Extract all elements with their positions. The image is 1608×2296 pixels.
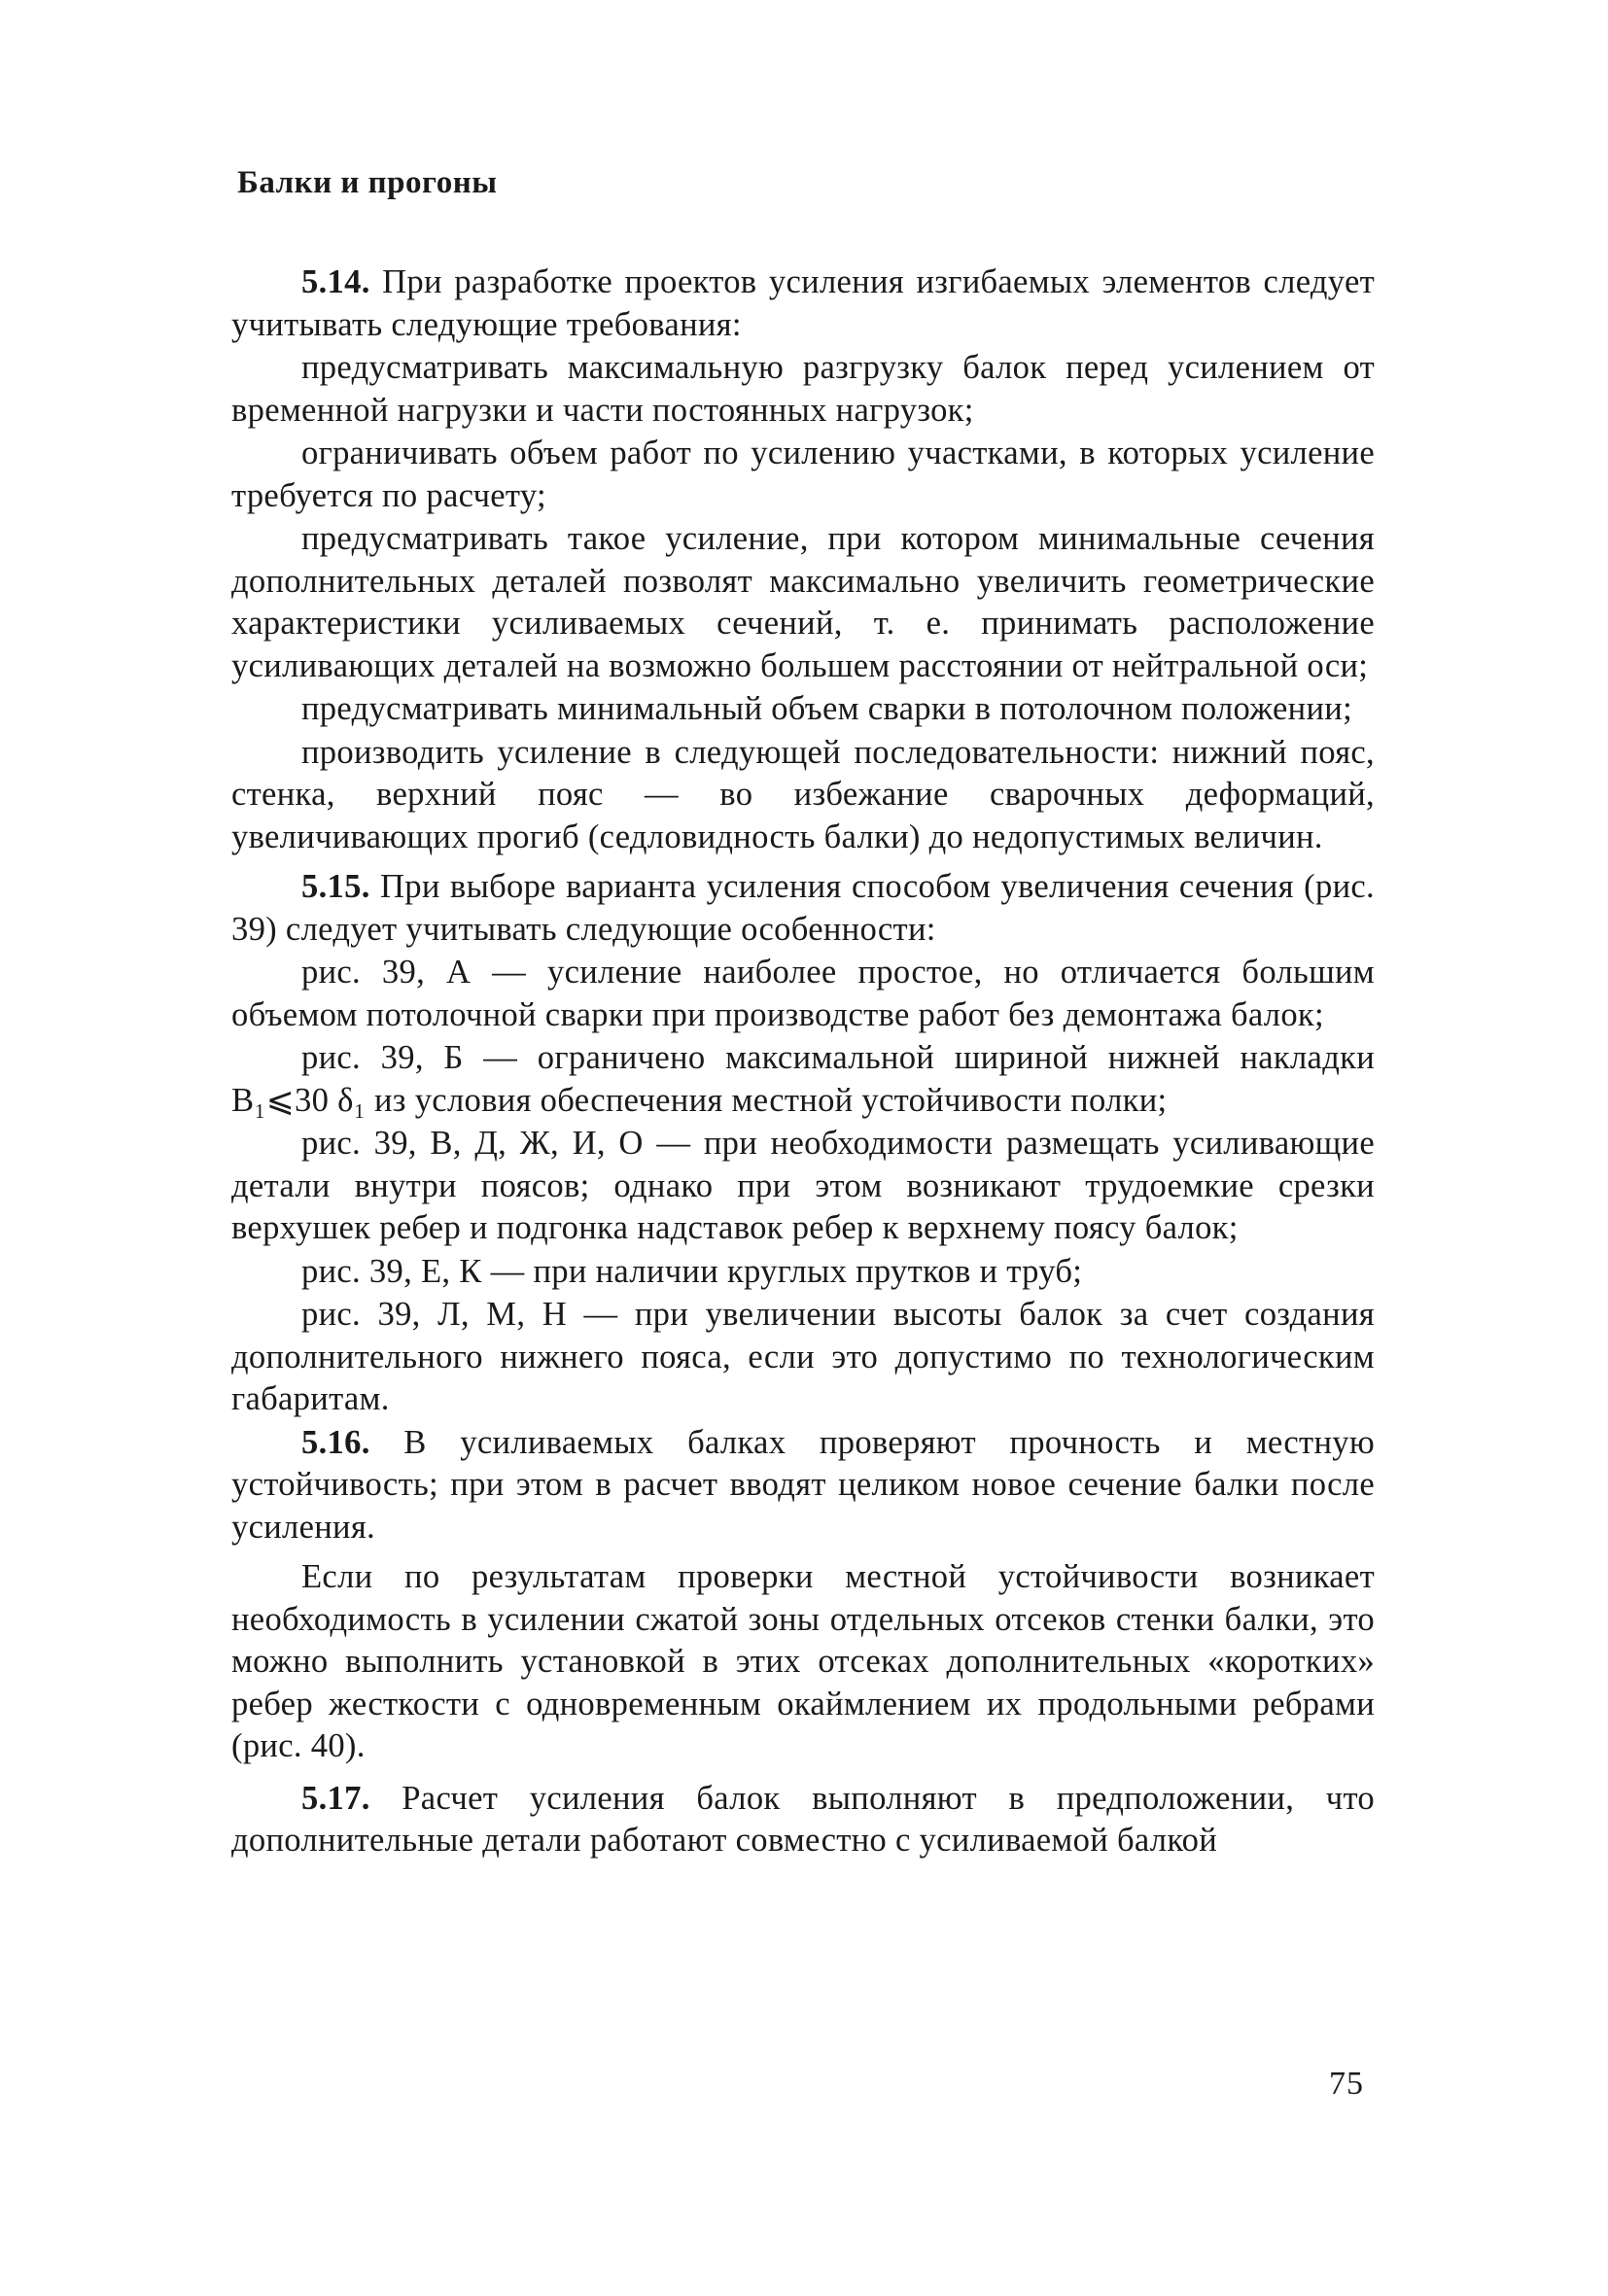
paragraph <box>231 347 1375 432</box>
paragraph-text: предусматривать максимальную разгрузку балок перед усилением от временной нагрузки и части постоянных нагрузок; <box>231 349 1375 429</box>
paragraph-number: 5.17. <box>301 1779 370 1817</box>
paragraph-text: рис. 39, В, Д, Ж, И, О — при необходимости размещать усиливающие детали внутри поясов; однако при этом возникают трудоемкие срезки верхушек ребер и подгонка надставок ребер к верхнему поясу балок; <box>231 1125 1375 1246</box>
paragraph-number: 5.14. <box>301 263 370 300</box>
paragraph-text: предусматривать такое усиление, при котором минимальные сечения дополнительных деталей позволят максимально увеличить геометрические характеристики усиливаемых сечений, т. е. принимать расположение усиливающих деталей на возможно большем расстоянии от нейтральной оси; <box>231 520 1375 684</box>
paragraph-5-16 <box>231 1422 1375 1549</box>
paragraph-text: ограничивать объем работ по усилению участками, в которых усиление требуется по расчету; <box>231 435 1375 514</box>
paragraph-text: В усиливаемых балках проверяют прочность и местную устойчивость; при этом в расчет вводят целиком новое сечение балки после усиления. <box>231 1423 1375 1546</box>
paragraph-text: рис. 39, Л, М, Н — при увеличении высоты балок за счет создания дополнительного нижнего пояса, если это допустимо по технологическим габаритам. <box>231 1296 1375 1417</box>
paragraph-text: рис. 39, А — усиление наиболее простое, но отличается большим объемом потолочной сварки при производстве работ без демонтажа балок; <box>231 954 1375 1033</box>
paragraph-number: 5.16. <box>301 1423 370 1461</box>
paragraph <box>231 952 1375 1036</box>
paragraph-text: рис. 39, Е, К — при наличии круглых прутков и труб; <box>301 1252 1083 1290</box>
page-number: 75 <box>1329 2066 1364 2102</box>
paragraph-text: рис. 39, Б — ограничено максимальной шириной нижней накладки B₁⩽30 δ₁ из условия обеспечения местной устойчивости полки; <box>231 1039 1375 1119</box>
paragraph-5-15 <box>231 866 1375 951</box>
paragraph-text: производить усиление в следующей последовательности: нижний пояс, стенка, верхний пояс — во избежание сварочных деформаций, увеличивающих прогиб (седловидность балки) до недопустимых величин. <box>231 733 1375 855</box>
paragraph <box>231 1251 1375 1294</box>
paragraph <box>231 1037 1375 1122</box>
paragraph-text: Расчет усиления балок выполняют в предположении, что дополнительные детали работают совместно с усиливаемой балкой <box>231 1779 1375 1859</box>
paragraph-number: 5.15. <box>301 868 370 905</box>
paragraph <box>231 433 1375 517</box>
paragraph-5-17 <box>231 1778 1375 1862</box>
paragraph <box>231 1123 1375 1250</box>
paragraph <box>231 1294 1375 1421</box>
paragraph-text: предусматривать минимальный объем сварки в потолочном положении; <box>301 690 1352 727</box>
paragraph <box>231 1556 1375 1768</box>
paragraph <box>231 732 1375 859</box>
paragraph-5-14 <box>231 261 1375 346</box>
paragraph-text: Если по результатам проверки местной устойчивости возникает необходимость в усилении сжатой зоны отдельных отсеков стенки балки, это можно выполнить установкой в этих отсеках дополнительных «коротких» ребер жесткости с одновременным окаймлением их продольными ребрами (рис. 40). <box>231 1558 1375 1764</box>
paragraph-text: При выборе варианта усиления способом увеличения сечения (рис. 39) следует учитывать следующие особенности: <box>231 868 1375 948</box>
document-page <box>231 165 1375 1863</box>
section-title: Балки и прогоны <box>237 165 498 200</box>
paragraph-text: При разработке проектов усиления изгибаемых элементов следует учитывать следующие требования: <box>231 263 1375 343</box>
paragraph <box>231 518 1375 687</box>
paragraph <box>231 688 1375 731</box>
